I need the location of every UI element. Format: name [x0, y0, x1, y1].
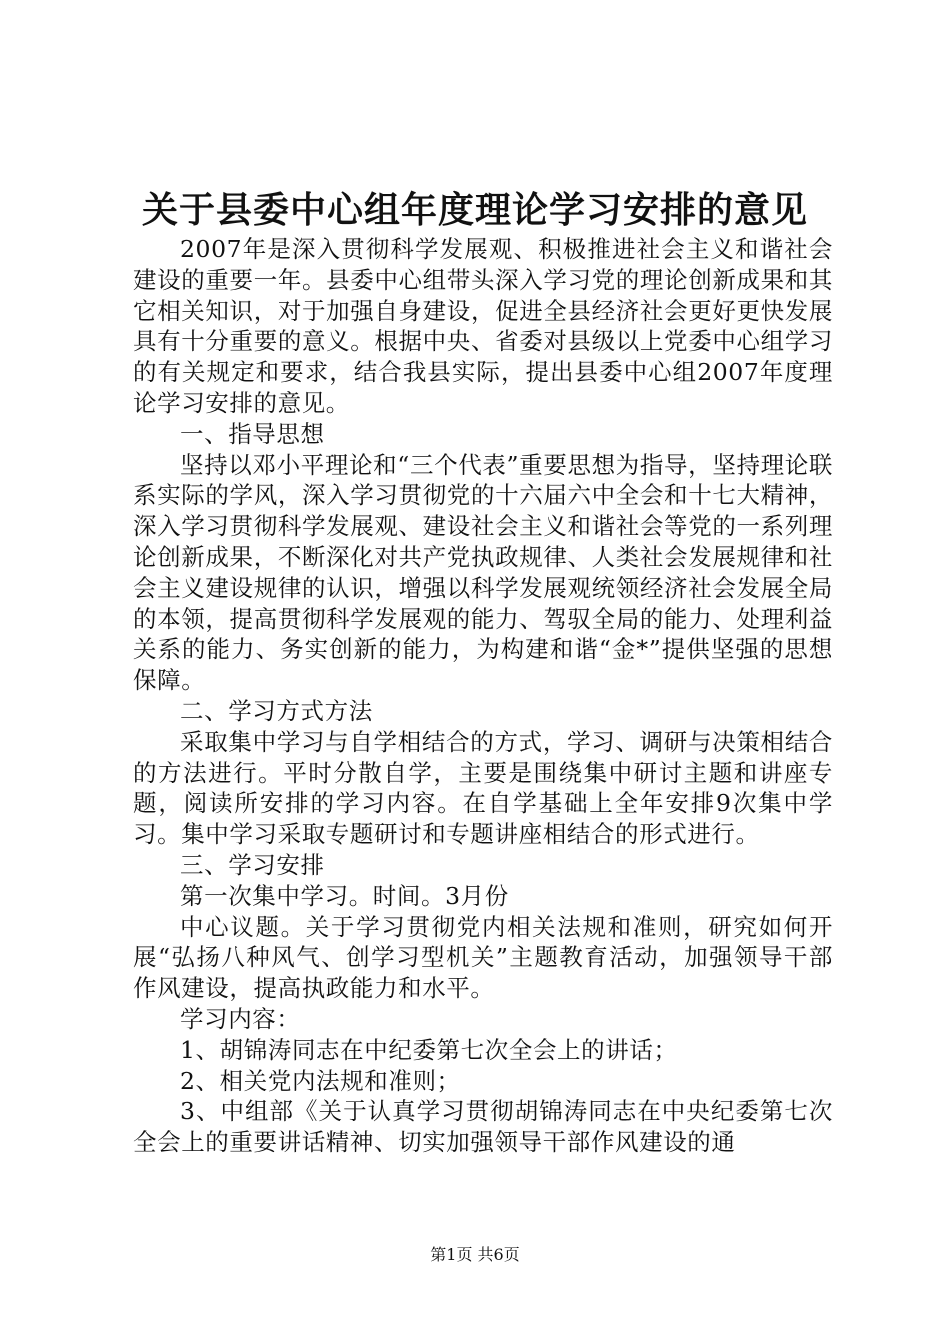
paragraph-study-methods: 采取集中学习与自学相结合的方式，学习、调研与决策相结合的方法进行。平时分散自学，主要是围绕集中研讨主题和讲座专题，阅读所安排的学习内容。在自学基础上全年安排9次集中学习。集中学习采取专题研讨和专题讲座相结合的形式进行。: [133, 727, 833, 849]
list-item: 1、胡锦涛同志在中纪委第七次全会上的讲话；: [180, 1035, 678, 1064]
heading-study-methods: 二、学习方式方法: [180, 696, 373, 725]
paragraph-guiding-ideology: 坚持以邓小平理论和“三个代表”重要思想为指导，坚持理论联系实际的学风，深入学习贯彻党的十六届六中全会和十七大精神，深入学习贯彻科学发展观、建设社会主义和谐社会等党的一系列理论创新成果，不断深化对共产党执政规律、人类社会发展规律和社会主义建设规律的认识，增强以科学发展观统领经济社会发展全局的本领，提高贯彻科学发展观的能力、驾驭全局的能力、处理利益关系的能力、务实创新的能力，为构建和谐“金*”提供坚强的思想保障。: [133, 450, 833, 695]
list-item: 2、相关党内法规和准则；: [180, 1066, 461, 1095]
page-footer: 第1页 共6页: [430, 1245, 520, 1264]
paragraph-intro: 2007年是深入贯彻科学发展观、积极推进社会主义和谐社会建设的重要一年。县委中心组带头深入学习党的理论创新成果和其它相关知识，对于加强自身建设，促进全县经济社会更好更快发展具有十分重要的意义。根据中央、省委对县级以上党委中心组学习的有关规定和要求，结合我县实际，提出县委中心组2007年度理论学习安排的意见。: [133, 235, 833, 417]
paragraph-first-session: 第一次集中学习。时间。3月份: [180, 881, 509, 910]
paragraph-study-content-label: 学习内容：: [180, 1004, 301, 1033]
document-body: [133, 234, 833, 1158]
heading-study-arrangement: 三、学习安排: [180, 850, 325, 879]
heading-guiding-ideology: 一、指导思想: [180, 419, 325, 448]
list-item: 3、中组部《关于认真学习贯彻胡锦涛同志在中央纪委第七次全会上的重要讲话精神、切实加强领导干部作风建设的通: [133, 1097, 833, 1157]
paragraph-central-topic: 中心议题。关于学习贯彻党内相关法规和准则，研究如何开展“弘扬八种风气、创学习型机关”主题教育活动，加强领导干部作风建设，提高执政能力和水平。: [133, 912, 833, 1003]
document-title: 关于县委中心组年度理论学习安排的意见: [141, 189, 808, 231]
